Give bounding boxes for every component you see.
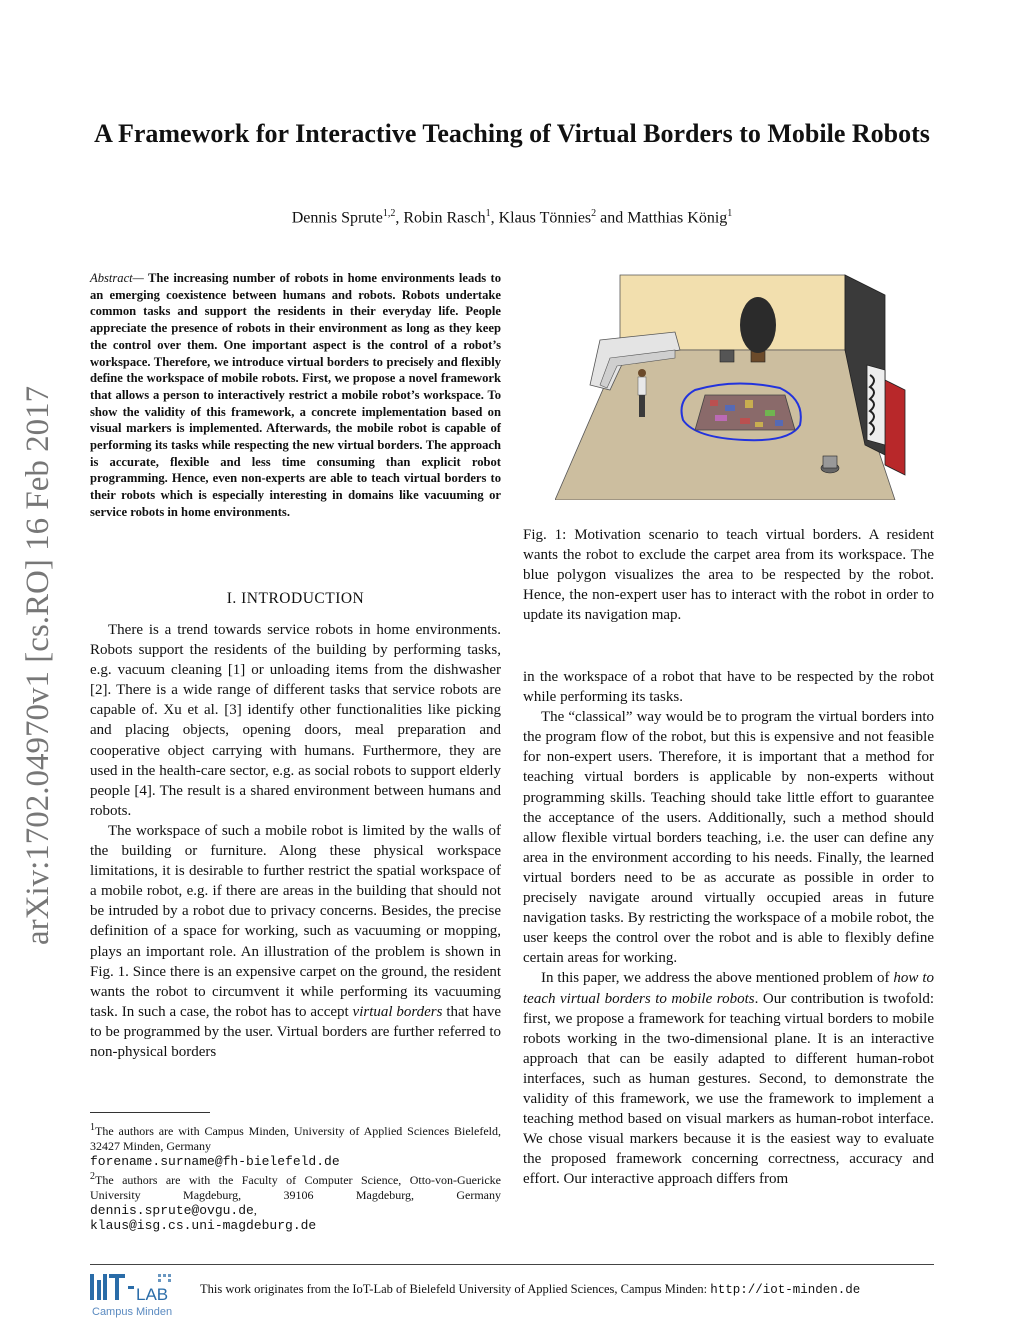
footnote-1 <box>90 1120 501 1169</box>
right-paragraph-3 <box>523 968 934 1189</box>
author-name: Dennis Sprute <box>291 209 383 227</box>
abstract-text: The increasing number of robots in home environments leads to an emerging coexistence between humans and robots. Robots undertake common tasks and support the residents in their everyday life. People appreciate the presence of robots in their environment as long as they keep the control over them. One important aspect is the control of a robot’s workspace. Therefore, we introduce virtual borders to precisely and flexibly define the workspace of mobile robots. First, we propose a novel framework that allows a person to interactively restrict a mobile robot’s workspace. To show the validity of this framework, a concrete implementation based on visual markers is implemented. Afterwards, the mobile robot is capable of performing its tasks while respecting the new virtual borders. The approach is accurate, flexible and less time consuming than explicit robot programming. Hence, even non-experts are able to teach virtual borders to their robots which is especially interesting in domains like vacuuming or service robots in home environments. <box>90 271 501 519</box>
author-affiliation: 1 <box>485 208 491 219</box>
author-affiliation: 2 <box>591 208 597 219</box>
intro-paragraph-2 <box>90 821 501 1062</box>
intro-column-right <box>523 667 934 1189</box>
person-legs <box>639 395 645 417</box>
section-heading: I. INTRODUCTION <box>226 590 365 607</box>
text-run: In this paper, we address the above mentioned problem of <box>541 970 894 987</box>
intro-column-left <box>90 620 501 1062</box>
side-table <box>720 350 734 362</box>
author-separator: and <box>596 209 628 227</box>
figure-caption: Fig. 1: Motivation scenario to teach virtual borders. A resident wants the robot to exclude the carpet area from its workspace. The blue polygon visualizes the area to be respected by the robot. Hence, the non-expert user has to interact with the robot in order to update its navigation map. <box>523 527 934 624</box>
right-paragraph-2: The “classical” way would be to program the virtual borders into the program flow of the robot, but this is expensive and not feasible for non-expert users. Therefore, it is important that a method for teaching virtual borders is applicable by non-experts without programming skills. Teaching should take little effort to guarantee the acceptance of the users. Additionally, such a method should allow flexible virtual borders teaching, i.e. the user can define any area in the environment according to his needs. Finally, the learned virtual borders need to be as accurate as possible in order to precisely navigate around virtually occupied areas in future navigation tasks. By restricting the workspace of a mobile robot, the user keeps the control over the robot and is able to flexibly define certain areas for working. <box>523 709 934 967</box>
logo-lab-text: LAB <box>136 1285 169 1304</box>
red-panel <box>885 380 905 475</box>
person-head <box>638 369 646 377</box>
email-address: klaus@isg.cs.uni-magdeburg.de <box>90 1218 317 1233</box>
email-address: dennis.sprute@ovgu.de <box>90 1203 254 1218</box>
footnote-text: The authors are with Campus Minden, University of Applied Sciences Bielefeld, 32427 Minden, Germany <box>90 1124 501 1153</box>
footer-note <box>200 1282 934 1297</box>
patterned-panel <box>867 365 885 445</box>
footnote-rule <box>90 1112 210 1113</box>
author-name: Klaus Tönnies <box>498 209 592 227</box>
figure-room-illustration <box>555 270 910 500</box>
text-run: that have to be programmed by the user. Virtual borders are further referred to non-physical borders <box>90 1003 501 1060</box>
robot-body <box>823 456 837 468</box>
footnote-mark: 1 <box>90 1122 95 1133</box>
arxiv-stamp <box>10 355 66 945</box>
author-list <box>90 208 934 227</box>
footnote-2: $^2$The authors are with the Faculty of Computer Science, Otto-von-Guericke University Magdeburg, 39106 Magdeburg, Germany dennis.sprute@ovgu.de, klaus@isg.cs.uni-magdeburg.de <box>90 1171 501 1233</box>
arxiv-stamp-text: arXiv:1702.04970v1 [cs.RO] 16 Feb 2017 <box>20 385 56 945</box>
iot-lab-logo <box>90 1272 186 1318</box>
author-affiliation: 1 <box>727 208 733 219</box>
paper-title: A Framework for Interactive Teaching of Virtual Borders to Mobile Robots <box>94 119 930 148</box>
intro-paragraph-1: There is a trend towards service robots in home environments. Robots support the residents of the building by performing tasks, e.g. vacuum cleaning [1] or unloading items from the dishwasher [2]. There is a wide range of different tasks that service robots are capable of. Xu et al. [3] identify other functionalities like picking and placing objects, opening doors, meal preparation and cooperative object carrying with humans. Furthermore, they are used in the health-care sector, e.g. as social robots to support elderly people [4]. The result is a shared environment between humans and robots. <box>90 622 501 819</box>
author-affiliation: 1,2 <box>382 208 396 219</box>
logo-subtitle: Campus Minden <box>92 1306 173 1318</box>
emphasis-text: how to teach virtual borders to mobile robots <box>523 970 934 1007</box>
plant-leaves <box>740 297 776 353</box>
person-body <box>638 377 646 395</box>
footnote-mark: 2 <box>90 1171 95 1182</box>
author-separator: , <box>395 209 404 227</box>
text-run: . Our contribution is twofold: first, we propose a framework for teaching virtual borders to mobile robots working in the two-dimensional plane. It is an interactive approach that can be easily adapted to different human-robot interfaces, such as human gestures. Second, to demonstrate the validity of this framework, we use the framework to implement a teaching method based on visual markers as human-robot interface. We chose visual markers because it is the easiest way to evaluate the proposed framework concerning correctness, accuracy and effort. Our interactive approach differs from <box>523 990 934 1188</box>
author-name: Matthias König <box>627 209 728 227</box>
abstract-lead: Abstract— <box>90 271 144 285</box>
footnotes <box>90 1120 501 1233</box>
emphasis-text: virtual borders <box>352 1003 443 1020</box>
text-run: The workspace of such a mobile robot is limited by the walls of the building or furniture. Along these physical workspace limitations, it is desirable to further restrict the spatial workspace of a mobile robot, e.g. if there are areas in the building that should not be intruded by a robot due to privacy concerns. Besides, the precise definition of a space for working, such as vacuuming or mopping, plays an important role. An illustration of the problem is shown in Fig. 1. Since there is an expensive carpet on the ground, the resident wants the robot to circumvent it while performing its vacuuming task. In such a case, the robot has to accept <box>90 822 501 1020</box>
footnote-text: The authors are with the Faculty of Computer Science, Otto-von-Guericke University Magdeburg, 39106 Magdeburg, Germany <box>90 1173 501 1202</box>
footer-text: This work originates from the IoT-Lab of Bielefeld University of Applied Sciences, Campus Minden: <box>200 1282 711 1296</box>
footer-url-link[interactable]: http://iot-minden.de <box>710 1283 861 1297</box>
author-name: Robin Rasch <box>403 209 486 227</box>
abstract <box>90 270 501 521</box>
right-paragraph-1: in the workspace of a robot that have to be respected by the robot while performing its tasks. <box>523 669 934 706</box>
footer-rule <box>90 1264 934 1265</box>
author-separator: , <box>490 209 499 227</box>
email-address: forename.surname@fh-bielefeld.de <box>90 1154 340 1169</box>
